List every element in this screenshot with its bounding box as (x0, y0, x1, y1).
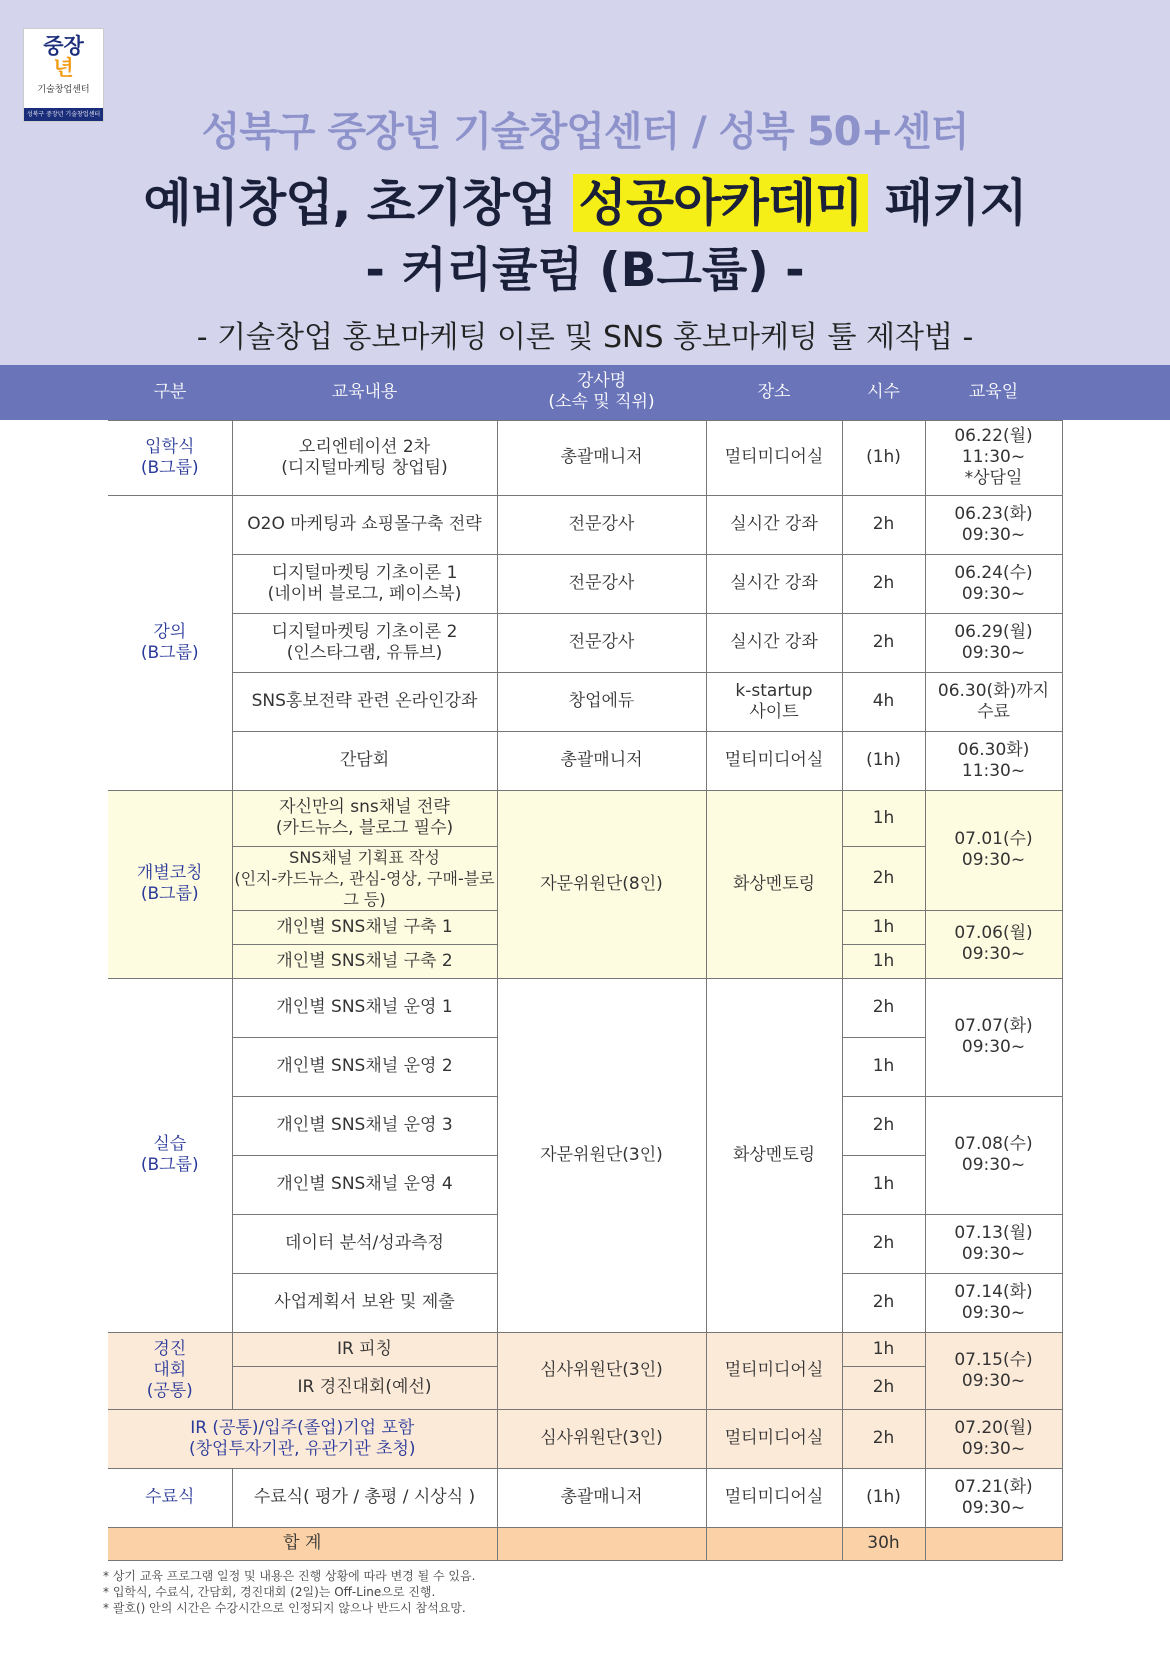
instructor-cell: 전문강사 (497, 495, 706, 554)
footnote: * 괄호() 안의 시간은 수강시간으로 인정되지 않으나 반드시 참석요망. (103, 1601, 466, 1615)
date-cell: 07.08(수) 09:30~ (925, 1096, 1062, 1214)
table-row (108, 1409, 1062, 1468)
date-cell: 07.01(수) 09:30~ (925, 790, 1062, 910)
hours-cell: 1h (842, 944, 925, 978)
table-row (108, 554, 1062, 613)
table-row (108, 1468, 1062, 1527)
content-cell: SNS채널 기획표 작성 (인지-카드뉴스, 관심-영상, 구매-블로그 등) (232, 846, 497, 910)
instructor-cell: 총괄매니저 (497, 420, 706, 495)
highlight-text: 성공아카데미 (573, 174, 869, 232)
col-header: 교육내용 (331, 381, 398, 402)
date-cell: 07.13(월) 09:30~ (925, 1214, 1062, 1273)
table-row (108, 1332, 1062, 1366)
hours-cell: 2h (842, 554, 925, 613)
table-row (108, 613, 1062, 672)
total-hours: 30h (842, 1527, 925, 1560)
table-row (108, 790, 1062, 846)
category-cell: 수료식 (108, 1468, 232, 1527)
place-cell: 실시간 강좌 (706, 495, 842, 554)
hours-cell: 2h (842, 1366, 925, 1409)
content-cell: 개인별 SNS채널 운영 1 (232, 978, 497, 1037)
footnotes (103, 1568, 475, 1616)
total-label: 합 계 (108, 1527, 497, 1560)
content-cell: 수료식( 평가 / 총평 / 시상식 ) (232, 1468, 497, 1527)
content-cell: 오리엔테이션 2차 (디지털마케팅 창업팀) (232, 420, 497, 495)
category-cell: 개별코칭 (B그룹) (108, 790, 232, 978)
instructor-cell: 심사위원단(3인) (497, 1409, 706, 1468)
place-cell: 화상멘토링 (706, 978, 842, 1332)
place-cell: 멀티미디어실 (706, 1468, 842, 1527)
date-cell: 06.22(월) 11:30~ *상담일 (925, 420, 1062, 495)
hours-cell: (1h) (842, 420, 925, 495)
total-row (108, 1527, 1062, 1560)
hours-cell: 4h (842, 672, 925, 731)
logo-name: 기술창업센터 (37, 85, 90, 95)
instructor-cell: 심사위원단(3인) (497, 1332, 706, 1409)
place-cell: 실시간 강좌 (706, 554, 842, 613)
hours-cell: 1h (842, 1155, 925, 1214)
hours-cell: 2h (842, 1273, 925, 1332)
content-cell: 디지털마켓팅 기초이론 1 (네이버 블로그, 페이스북) (232, 554, 497, 613)
col-header: 강사명 (소속 및 직위) (548, 371, 655, 413)
hours-cell: 1h (842, 910, 925, 944)
content-cell: IR 피칭 (232, 1332, 497, 1366)
instructor-cell: 전문강사 (497, 613, 706, 672)
place-cell: 멀티미디어실 (706, 731, 842, 790)
instructor-cell: 총괄매니저 (497, 1468, 706, 1527)
col-header: 구분 (153, 381, 187, 402)
content-cell: 자신만의 sns채널 전략 (카드뉴스, 블로그 필수) (232, 790, 497, 846)
instructor-cell: 전문강사 (497, 554, 706, 613)
instructor-cell: 자문위원단(3인) (497, 978, 706, 1332)
table-header-row (108, 365, 1062, 420)
date-cell: 07.06(월) 09:30~ (925, 910, 1062, 978)
category-cell: 경진 대회 (공통) (108, 1332, 232, 1409)
date-cell: 06.30화) 11:30~ (925, 731, 1062, 790)
table-row (108, 731, 1062, 790)
logo-mark: 중장 년 (43, 34, 84, 80)
table-row (108, 420, 1062, 495)
category-cell: 실습 (B그룹) (108, 978, 232, 1332)
instructor-cell: 창업에듀 (497, 672, 706, 731)
hours-cell: 2h (842, 613, 925, 672)
content-cell: 간담회 (232, 731, 497, 790)
col-header: 시수 (867, 381, 900, 402)
content-cell: 개인별 SNS채널 운영 4 (232, 1155, 497, 1214)
hours-cell: (1h) (842, 731, 925, 790)
hours-cell: 1h (842, 1037, 925, 1096)
place-cell: 멀티미디어실 (706, 1409, 842, 1468)
place-cell: 화상멘토링 (706, 790, 842, 978)
content-cell: O2O 마케팅과 쇼핑몰구축 전략 (232, 495, 497, 554)
category-cell: 입학식 (B그룹) (108, 420, 232, 495)
content-cell: SNS홍보전략 관련 온라인강좌 (232, 672, 497, 731)
col-header: 교육일 (968, 381, 1019, 402)
date-cell: 06.23(화) 09:30~ (925, 495, 1062, 554)
hours-cell: 2h (842, 978, 925, 1037)
table-row (108, 672, 1062, 731)
instructor-cell: 자문위원단(8인) (497, 790, 706, 978)
place-cell: 멀티미디어실 (706, 1332, 842, 1409)
content-cell: 개인별 SNS채널 운영 2 (232, 1037, 497, 1096)
empty-cell (706, 1527, 842, 1560)
organizer-title: 성북구 중장년 기술창업센터 / 성북 50+센터 (201, 109, 969, 155)
table-row (108, 978, 1062, 1037)
content-cell: 개인별 SNS채널 운영 3 (232, 1096, 497, 1155)
hours-cell: 1h (842, 1332, 925, 1366)
hours-cell: 2h (842, 846, 925, 910)
curriculum-table (108, 365, 1063, 1561)
empty-cell (497, 1527, 706, 1560)
date-cell: 06.24(수) 09:30~ (925, 554, 1062, 613)
table-row (108, 495, 1062, 554)
header-banner (0, 0, 1170, 365)
content-cell: IR (공통)/입주(졸업)기업 포함 (창업투자기관, 유관기관 초청) (108, 1409, 497, 1468)
content-cell: 사업계획서 보완 및 제출 (232, 1273, 497, 1332)
place-cell: k-startup 사이트 (706, 672, 842, 731)
date-cell: 06.30(화)까지 수료 (925, 672, 1062, 731)
date-cell: 07.21(화) 09:30~ (925, 1468, 1062, 1527)
place-cell: 실시간 강좌 (706, 613, 842, 672)
hours-cell: 1h (842, 790, 925, 846)
curriculum-title: - 커리큘럼 (B그룹) - (365, 243, 805, 298)
content-cell: IR 경진대회(예선) (232, 1366, 497, 1409)
logo-footer: 성북구 중장년 기술창업센터 (24, 108, 103, 121)
date-cell: 07.20(월) 09:30~ (925, 1409, 1062, 1468)
hours-cell: 2h (842, 1409, 925, 1468)
hours-cell: 2h (842, 1096, 925, 1155)
content-cell: 디지털마켓팅 기초이론 2 (인스타그램, 유튜브) (232, 613, 497, 672)
date-cell: 07.14(화) 09:30~ (925, 1273, 1062, 1332)
hours-cell: (1h) (842, 1468, 925, 1527)
category-cell: 강의 (B그룹) (108, 495, 232, 790)
footnote: * 상기 교육 프로그램 일정 및 내용은 진행 상황에 따라 변경 될 수 있음. (103, 1569, 476, 1583)
place-cell: 멀티미디어실 (706, 420, 842, 495)
date-cell: 07.07(화) 09:30~ (925, 978, 1062, 1096)
footnote: * 입학식, 수료식, 간담회, 경진대회 (2일)는 Off-Line으로 진행. (103, 1585, 436, 1599)
hours-cell: 2h (842, 495, 925, 554)
empty-cell (925, 1527, 1062, 1560)
hours-cell: 2h (842, 1214, 925, 1273)
content-cell: 개인별 SNS채널 구축 2 (232, 944, 497, 978)
program-title: 예비창업, 초기창업 성공아카데미 패키지 (143, 174, 1027, 232)
subtitle: - 기술창업 홍보마케팅 이론 및 SNS 홍보마케팅 툴 제작법 - (196, 320, 974, 355)
date-cell: 06.29(월) 09:30~ (925, 613, 1062, 672)
content-cell: 개인별 SNS채널 구축 1 (232, 910, 497, 944)
instructor-cell: 총괄매니저 (497, 731, 706, 790)
date-cell: 07.15(수) 09:30~ (925, 1332, 1062, 1409)
content-cell: 데이터 분석/성과측정 (232, 1214, 497, 1273)
col-header: 장소 (757, 381, 791, 402)
